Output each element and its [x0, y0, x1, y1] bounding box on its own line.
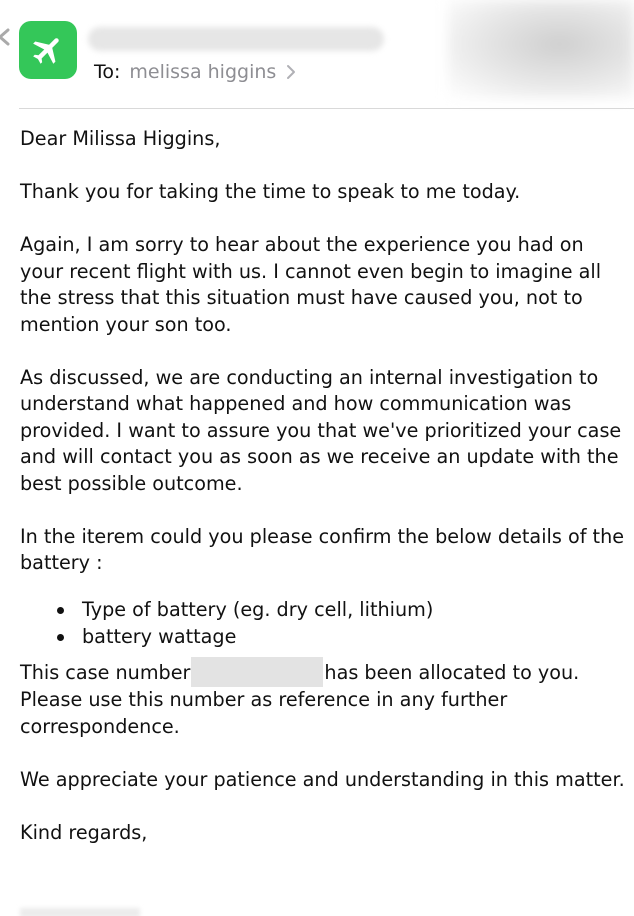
email-body	[20, 126, 630, 873]
header-divider	[19, 108, 634, 109]
list-item: Type of battery (eg. dry cell, lithium)	[20, 597, 630, 624]
airplane-icon	[30, 32, 66, 68]
paragraph-request: In the iterem could you please confirm the below details of the battery :	[20, 524, 625, 574]
greeting: Dear Milissa Higgins,	[20, 127, 221, 150]
case-text-after: has been allocated to you.	[324, 661, 580, 684]
redacted-region	[448, 0, 634, 98]
sender-avatar	[19, 21, 77, 79]
case-number-redacted	[191, 657, 323, 687]
recipient-name[interactable]: melissa higgins	[129, 61, 277, 83]
paragraph-investigation: As discussed, we are conducting an internal investigation to understand what happened and how communication was provided. I want to assure you that we've prioritized your case and will contact you as soon as we receive an update with the best possible outcome.	[20, 365, 622, 495]
case-text-reference: Please use this number as reference in any further correspondence.	[20, 688, 508, 738]
sender-address-redacted	[88, 27, 384, 51]
paragraph-apology: Again, I am sorry to hear about the experience you had on your recent flight with us. I cannot even begin to imagine all the stress that this situation must have caused you, not to mention your son too.	[20, 233, 602, 336]
to-label: To:	[94, 61, 121, 83]
list-item: battery wattage	[20, 624, 630, 651]
chevron-right-icon[interactable]	[286, 64, 296, 80]
back-arrow-icon[interactable]	[0, 28, 10, 46]
signature-redacted	[20, 908, 140, 916]
recipient-row[interactable]	[94, 58, 296, 86]
battery-details-list	[20, 597, 630, 650]
paragraph-thanks: Thank you for taking the time to speak to me today.	[20, 180, 521, 203]
paragraph-case-number	[20, 657, 630, 740]
paragraph-appreciation: We appreciate your patience and understanding in this matter.	[20, 767, 625, 791]
email-header	[0, 0, 634, 108]
case-text-before: This case number	[20, 661, 191, 684]
closing: Kind regards,	[20, 820, 148, 844]
